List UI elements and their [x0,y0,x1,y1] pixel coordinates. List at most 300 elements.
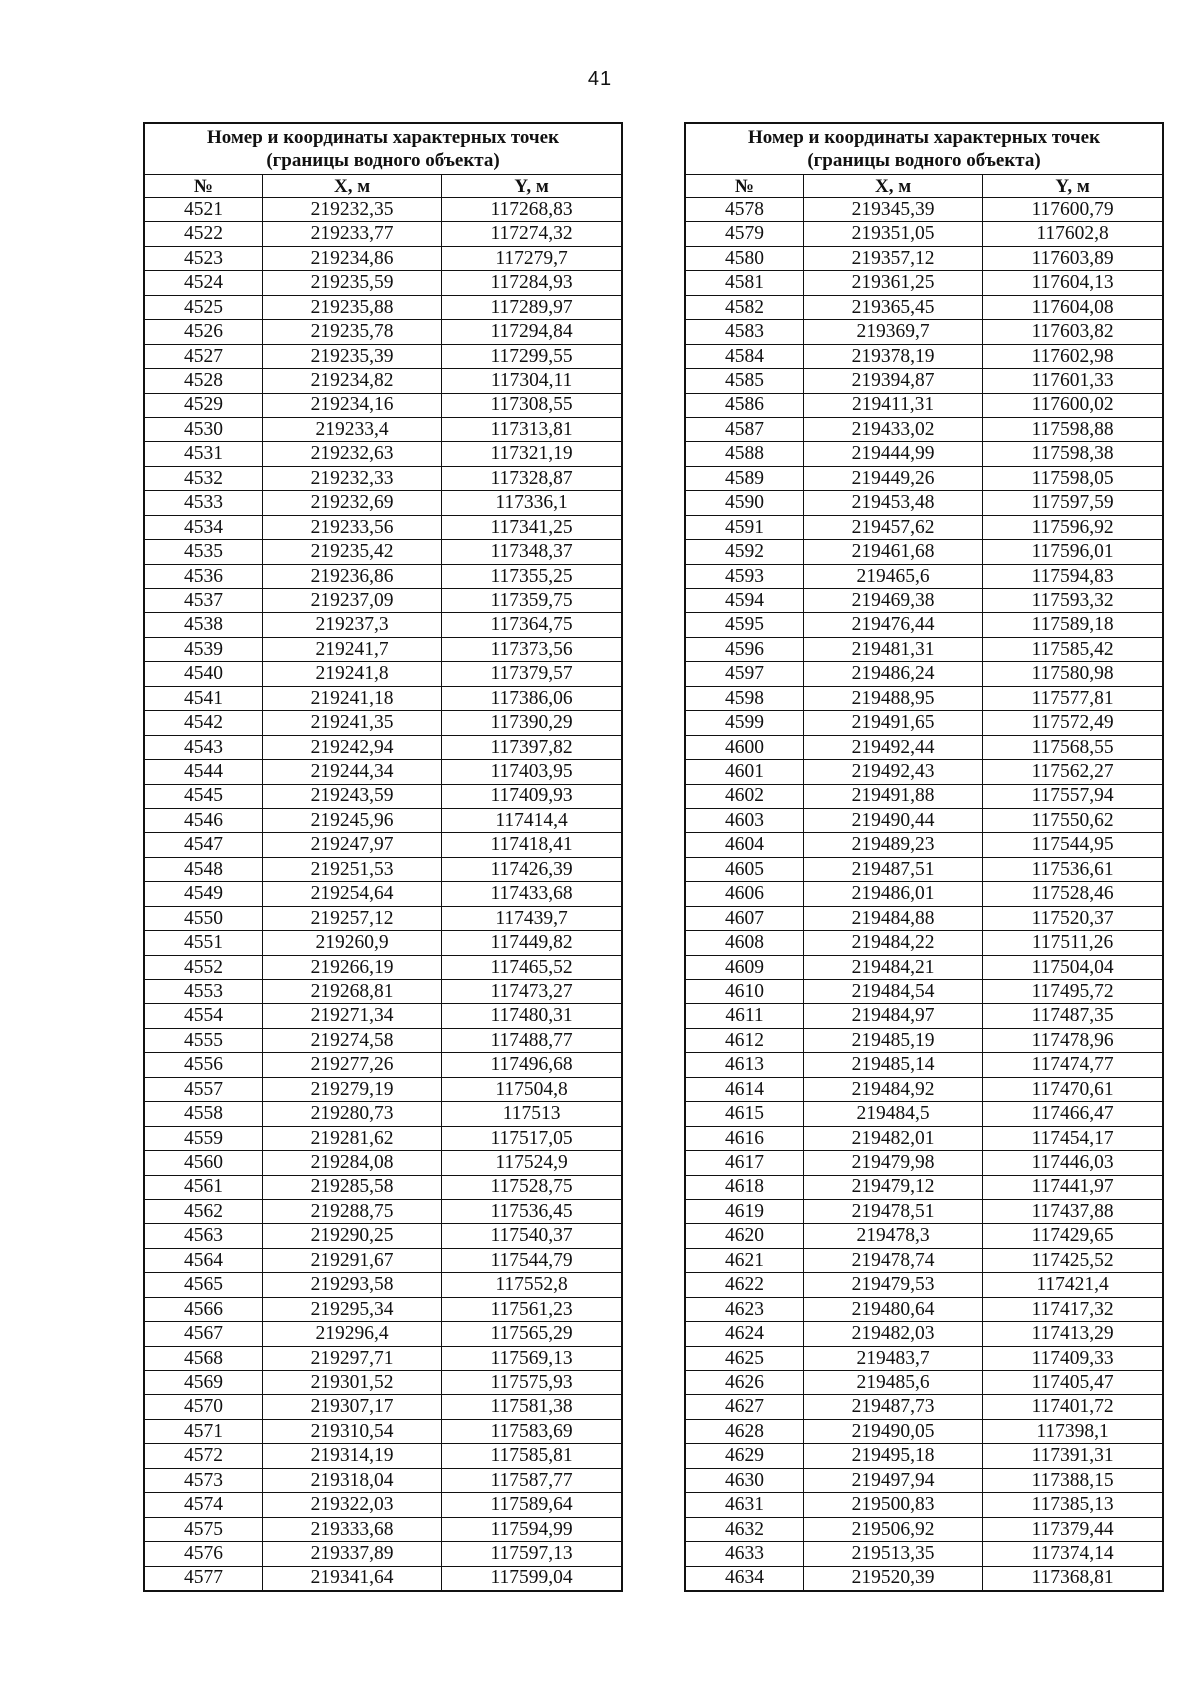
x-coordinate-cell: 219444,99 [803,442,982,466]
x-coordinate-cell: 219479,98 [803,1151,982,1175]
point-number-cell: 4548 [144,857,262,881]
x-coordinate-cell: 219247,97 [262,833,441,857]
x-coordinate-cell: 219481,31 [803,637,982,661]
point-number-cell: 4606 [685,882,803,906]
y-coordinate-cell: 117597,59 [983,491,1163,515]
point-number-cell: 4554 [144,1004,262,1028]
x-coordinate-cell: 219487,73 [803,1395,982,1419]
table-row [144,1371,622,1395]
y-coordinate-cell: 117433,68 [442,882,622,906]
point-number-cell: 4529 [144,393,262,417]
table-row [685,1126,1163,1150]
x-coordinate-cell: 219236,86 [262,564,441,588]
point-number-cell: 4590 [685,491,803,515]
x-coordinate-cell: 219291,67 [262,1248,441,1272]
x-coordinate-cell: 219483,7 [803,1346,982,1370]
y-coordinate-cell: 117599,04 [442,1566,622,1591]
point-number-cell: 4600 [685,735,803,759]
table-row [685,1517,1163,1541]
y-coordinate-cell: 117562,27 [983,760,1163,784]
point-number-cell: 4537 [144,589,262,613]
y-coordinate-cell: 117379,57 [442,662,622,686]
x-coordinate-cell: 219492,43 [803,760,982,784]
table-row [685,808,1163,832]
y-coordinate-cell: 117596,01 [983,540,1163,564]
table-row [144,1004,622,1028]
page-number: 41 [587,68,613,90]
column-header-y: Y, м [442,175,622,198]
y-coordinate-cell: 117437,88 [983,1199,1163,1223]
table-row [144,369,622,393]
point-number-cell: 4598 [685,686,803,710]
table-row [685,564,1163,588]
table-row [144,344,622,368]
x-coordinate-cell: 219484,92 [803,1077,982,1101]
y-coordinate-cell: 117289,97 [442,295,622,319]
table-row [685,344,1163,368]
x-coordinate-cell: 219484,5 [803,1102,982,1126]
point-number-cell: 4561 [144,1175,262,1199]
table-row [144,931,622,955]
point-number-cell: 4552 [144,955,262,979]
y-coordinate-cell: 117600,02 [983,393,1163,417]
y-coordinate-cell: 117274,32 [442,222,622,246]
y-coordinate-cell: 117465,52 [442,955,622,979]
point-number-cell: 4592 [685,540,803,564]
x-coordinate-cell: 219478,51 [803,1199,982,1223]
y-coordinate-cell: 117589,18 [983,613,1163,637]
point-number-cell: 4544 [144,760,262,784]
point-number-cell: 4563 [144,1224,262,1248]
y-coordinate-cell: 117405,47 [983,1371,1163,1395]
table-row [144,564,622,588]
y-coordinate-cell: 117341,25 [442,515,622,539]
point-number-cell: 4579 [685,222,803,246]
x-coordinate-cell: 219281,62 [262,1126,441,1150]
table-row [685,1077,1163,1101]
table-row [685,735,1163,759]
table-row [144,1297,622,1321]
table-row [144,198,622,222]
table-caption-line2: (границы водного объекта) [266,150,500,171]
y-coordinate-cell: 117409,33 [983,1346,1163,1370]
table-row [144,589,622,613]
point-number-cell: 4570 [144,1395,262,1419]
y-coordinate-cell: 117520,37 [983,906,1163,930]
table-row [685,1566,1163,1591]
point-number-cell: 4577 [144,1566,262,1591]
point-number-cell: 4597 [685,662,803,686]
table-row [144,1444,622,1468]
table-row [685,1199,1163,1223]
point-number-cell: 4558 [144,1102,262,1126]
table-row [685,613,1163,637]
x-coordinate-cell: 219487,51 [803,857,982,881]
point-number-cell: 4599 [685,711,803,735]
point-number-cell: 4621 [685,1248,803,1272]
x-coordinate-cell: 219314,19 [262,1444,441,1468]
point-number-cell: 4549 [144,882,262,906]
table-body [685,198,1163,1591]
y-coordinate-cell: 117417,32 [983,1297,1163,1321]
x-coordinate-cell: 219490,05 [803,1419,982,1443]
point-number-cell: 4582 [685,295,803,319]
table-row [144,320,622,344]
point-number-cell: 4530 [144,417,262,441]
x-coordinate-cell: 219288,75 [262,1199,441,1223]
table-row [685,589,1163,613]
point-number-cell: 4538 [144,613,262,637]
point-number-cell: 4574 [144,1493,262,1517]
x-coordinate-cell: 219337,89 [262,1542,441,1566]
y-coordinate-cell: 117418,41 [442,833,622,857]
point-number-cell: 4605 [685,857,803,881]
x-coordinate-cell: 219433,02 [803,417,982,441]
x-coordinate-cell: 219322,03 [262,1493,441,1517]
point-number-cell: 4589 [685,466,803,490]
y-coordinate-cell: 117583,69 [442,1419,622,1443]
x-coordinate-cell: 219333,68 [262,1517,441,1541]
point-number-cell: 4565 [144,1273,262,1297]
table-caption [685,123,1163,175]
x-coordinate-cell: 219234,86 [262,246,441,270]
y-coordinate-cell: 117544,79 [442,1248,622,1272]
point-number-cell: 4616 [685,1126,803,1150]
point-number-cell: 4622 [685,1273,803,1297]
y-coordinate-cell: 117480,31 [442,1004,622,1028]
x-coordinate-cell: 219506,92 [803,1517,982,1541]
table-row [685,637,1163,661]
y-coordinate-cell: 117403,95 [442,760,622,784]
y-coordinate-cell: 117488,77 [442,1028,622,1052]
table-row [144,1199,622,1223]
point-number-cell: 4611 [685,1004,803,1028]
column-header-y: Y, м [983,175,1163,198]
y-coordinate-cell: 117544,95 [983,833,1163,857]
x-coordinate-cell: 219307,17 [262,1395,441,1419]
point-number-cell: 4603 [685,808,803,832]
table-row [144,808,622,832]
column-header-number: № [685,175,803,198]
x-coordinate-cell: 219492,44 [803,735,982,759]
y-coordinate-cell: 117528,75 [442,1175,622,1199]
y-coordinate-cell: 117279,7 [442,246,622,270]
x-coordinate-cell: 219301,52 [262,1371,441,1395]
table-row [685,417,1163,441]
x-coordinate-cell: 219484,22 [803,931,982,955]
x-coordinate-cell: 219290,25 [262,1224,441,1248]
table-row [685,882,1163,906]
point-number-cell: 4539 [144,637,262,661]
y-coordinate-cell: 117449,82 [442,931,622,955]
point-number-cell: 4587 [685,417,803,441]
x-coordinate-cell: 219478,74 [803,1248,982,1272]
x-coordinate-cell: 219234,16 [262,393,441,417]
table-row [685,833,1163,857]
y-coordinate-cell: 117397,82 [442,735,622,759]
point-number-cell: 4620 [685,1224,803,1248]
table-row [144,1322,622,1346]
table-row [685,1419,1163,1443]
y-coordinate-cell: 117386,06 [442,686,622,710]
point-number-cell: 4534 [144,515,262,539]
table-row [144,540,622,564]
x-coordinate-cell: 219295,34 [262,1297,441,1321]
y-coordinate-cell: 117594,99 [442,1517,622,1541]
point-number-cell: 4542 [144,711,262,735]
table-row [685,271,1163,295]
point-number-cell: 4547 [144,833,262,857]
table-row [685,1004,1163,1028]
table-row [685,1053,1163,1077]
y-coordinate-cell: 117587,77 [442,1468,622,1492]
point-number-cell: 4602 [685,784,803,808]
table-row [144,1566,622,1591]
table-row [685,369,1163,393]
point-number-cell: 4569 [144,1371,262,1395]
table-row [144,1053,622,1077]
y-coordinate-cell: 117268,83 [442,198,622,222]
x-coordinate-cell: 219484,97 [803,1004,982,1028]
point-number-cell: 4528 [144,369,262,393]
y-coordinate-cell: 117557,94 [983,784,1163,808]
point-number-cell: 4596 [685,637,803,661]
y-coordinate-cell: 117466,47 [983,1102,1163,1126]
x-coordinate-cell: 219233,4 [262,417,441,441]
x-coordinate-cell: 219232,69 [262,491,441,515]
table-row [144,515,622,539]
x-coordinate-cell: 219369,7 [803,320,982,344]
table-row [685,1224,1163,1248]
table-row [685,1468,1163,1492]
x-coordinate-cell: 219500,83 [803,1493,982,1517]
x-coordinate-cell: 219293,58 [262,1273,441,1297]
column-header-x: X, м [803,175,982,198]
x-coordinate-cell: 219243,59 [262,784,441,808]
x-coordinate-cell: 219351,05 [803,222,982,246]
x-coordinate-cell: 219274,58 [262,1028,441,1052]
table-row [685,491,1163,515]
point-number-cell: 4578 [685,198,803,222]
y-coordinate-cell: 117568,55 [983,735,1163,759]
table-row [144,882,622,906]
table-row [685,515,1163,539]
x-coordinate-cell: 219242,94 [262,735,441,759]
x-coordinate-cell: 219485,6 [803,1371,982,1395]
y-coordinate-cell: 117473,27 [442,980,622,1004]
y-coordinate-cell: 117299,55 [442,344,622,368]
x-coordinate-cell: 219257,12 [262,906,441,930]
x-coordinate-cell: 219484,21 [803,955,982,979]
point-number-cell: 4625 [685,1346,803,1370]
y-coordinate-cell: 117580,98 [983,662,1163,686]
x-coordinate-cell: 219378,19 [803,344,982,368]
y-coordinate-cell: 117603,82 [983,320,1163,344]
point-number-cell: 4585 [685,369,803,393]
y-coordinate-cell: 117597,13 [442,1542,622,1566]
table-row [144,1273,622,1297]
y-coordinate-cell: 117496,68 [442,1053,622,1077]
point-number-cell: 4601 [685,760,803,784]
table-row [144,393,622,417]
point-number-cell: 4631 [685,1493,803,1517]
x-coordinate-cell: 219480,64 [803,1297,982,1321]
y-coordinate-cell: 117321,19 [442,442,622,466]
table-row [685,1028,1163,1052]
y-coordinate-cell: 117426,39 [442,857,622,881]
point-number-cell: 4593 [685,564,803,588]
point-number-cell: 4555 [144,1028,262,1052]
y-coordinate-cell: 117575,93 [442,1371,622,1395]
y-coordinate-cell: 117414,4 [442,808,622,832]
y-coordinate-cell: 117513 [442,1102,622,1126]
table-row [144,955,622,979]
y-coordinate-cell: 117368,81 [983,1566,1163,1591]
x-coordinate-cell: 219235,42 [262,540,441,564]
x-coordinate-cell: 219244,34 [262,760,441,784]
column-header-x: X, м [262,175,441,198]
point-number-cell: 4595 [685,613,803,637]
y-coordinate-cell: 117429,65 [983,1224,1163,1248]
table-row [685,1444,1163,1468]
point-number-cell: 4591 [685,515,803,539]
x-coordinate-cell: 219284,08 [262,1151,441,1175]
y-coordinate-cell: 117536,45 [442,1199,622,1223]
y-coordinate-cell: 117598,88 [983,417,1163,441]
table-row [144,760,622,784]
x-coordinate-cell: 219235,39 [262,344,441,368]
y-coordinate-cell: 117487,35 [983,1004,1163,1028]
y-coordinate-cell: 117478,96 [983,1028,1163,1052]
y-coordinate-cell: 117359,75 [442,589,622,613]
x-coordinate-cell: 219235,59 [262,271,441,295]
table-row [144,295,622,319]
point-number-cell: 4559 [144,1126,262,1150]
y-coordinate-cell: 117594,83 [983,564,1163,588]
point-number-cell: 4614 [685,1077,803,1101]
table-row [144,906,622,930]
x-coordinate-cell: 219482,03 [803,1322,982,1346]
point-number-cell: 4546 [144,808,262,832]
point-number-cell: 4615 [685,1102,803,1126]
point-number-cell: 4586 [685,393,803,417]
table-row [685,1542,1163,1566]
point-number-cell: 4608 [685,931,803,955]
table-row [144,735,622,759]
y-coordinate-cell: 117373,56 [442,637,622,661]
x-coordinate-cell: 219233,56 [262,515,441,539]
x-coordinate-cell: 219449,26 [803,466,982,490]
table-caption-line1: Номер и координаты характерных точек [206,127,560,148]
y-coordinate-cell: 117439,7 [442,906,622,930]
y-coordinate-cell: 117572,49 [983,711,1163,735]
point-number-cell: 4521 [144,198,262,222]
x-coordinate-cell: 219361,25 [803,271,982,295]
table-row [685,295,1163,319]
x-coordinate-cell: 219457,62 [803,515,982,539]
y-coordinate-cell: 117364,75 [442,613,622,637]
y-coordinate-cell: 117604,08 [983,295,1163,319]
y-coordinate-cell: 117304,11 [442,369,622,393]
point-number-cell: 4583 [685,320,803,344]
point-number-cell: 4634 [685,1566,803,1591]
x-coordinate-cell: 219491,65 [803,711,982,735]
point-number-cell: 4550 [144,906,262,930]
y-coordinate-cell: 117565,29 [442,1322,622,1346]
point-number-cell: 4564 [144,1248,262,1272]
table-row [685,222,1163,246]
y-coordinate-cell: 117374,14 [983,1542,1163,1566]
x-coordinate-cell: 219513,35 [803,1542,982,1566]
x-coordinate-cell: 219489,23 [803,833,982,857]
table-row [685,662,1163,686]
table-row [685,246,1163,270]
y-coordinate-cell: 117598,05 [983,466,1163,490]
table-row [144,222,622,246]
point-number-cell: 4588 [685,442,803,466]
y-coordinate-cell: 117604,13 [983,271,1163,295]
table-caption [144,123,622,175]
point-number-cell: 4533 [144,491,262,515]
table-row [685,1175,1163,1199]
point-number-cell: 4613 [685,1053,803,1077]
x-coordinate-cell: 219245,96 [262,808,441,832]
y-coordinate-cell: 117598,38 [983,442,1163,466]
x-coordinate-cell: 219277,26 [262,1053,441,1077]
table-row [685,857,1163,881]
x-coordinate-cell: 219241,7 [262,637,441,661]
point-number-cell: 4594 [685,589,803,613]
table-row [685,760,1163,784]
x-coordinate-cell: 219495,18 [803,1444,982,1468]
point-number-cell: 4575 [144,1517,262,1541]
y-coordinate-cell: 117409,93 [442,784,622,808]
x-coordinate-cell: 219251,53 [262,857,441,881]
y-coordinate-cell: 117398,1 [983,1419,1163,1443]
x-coordinate-cell: 219297,71 [262,1346,441,1370]
point-number-cell: 4525 [144,295,262,319]
column-header-number: № [144,175,262,198]
table-row [144,1224,622,1248]
y-coordinate-cell: 117569,13 [442,1346,622,1370]
x-coordinate-cell: 219279,19 [262,1077,441,1101]
y-coordinate-cell: 117470,61 [983,1077,1163,1101]
point-number-cell: 4627 [685,1395,803,1419]
table-row [144,1102,622,1126]
x-coordinate-cell: 219241,35 [262,711,441,735]
y-coordinate-cell: 117390,29 [442,711,622,735]
point-number-cell: 4633 [685,1542,803,1566]
y-coordinate-cell: 117540,37 [442,1224,622,1248]
y-coordinate-cell: 117336,1 [442,491,622,515]
x-coordinate-cell: 219497,94 [803,1468,982,1492]
table-row [685,1371,1163,1395]
table-row [685,198,1163,222]
table-row [144,417,622,441]
y-coordinate-cell: 117602,98 [983,344,1163,368]
point-number-cell: 4572 [144,1444,262,1468]
table-caption-line2: (границы водного объекта) [807,150,1041,171]
y-coordinate-cell: 117517,05 [442,1126,622,1150]
point-number-cell: 4522 [144,222,262,246]
y-coordinate-cell: 117308,55 [442,393,622,417]
x-coordinate-cell: 219469,38 [803,589,982,613]
x-coordinate-cell: 219268,81 [262,980,441,1004]
point-number-cell: 4624 [685,1322,803,1346]
point-number-cell: 4630 [685,1468,803,1492]
x-coordinate-cell: 219482,01 [803,1126,982,1150]
x-coordinate-cell: 219271,34 [262,1004,441,1028]
